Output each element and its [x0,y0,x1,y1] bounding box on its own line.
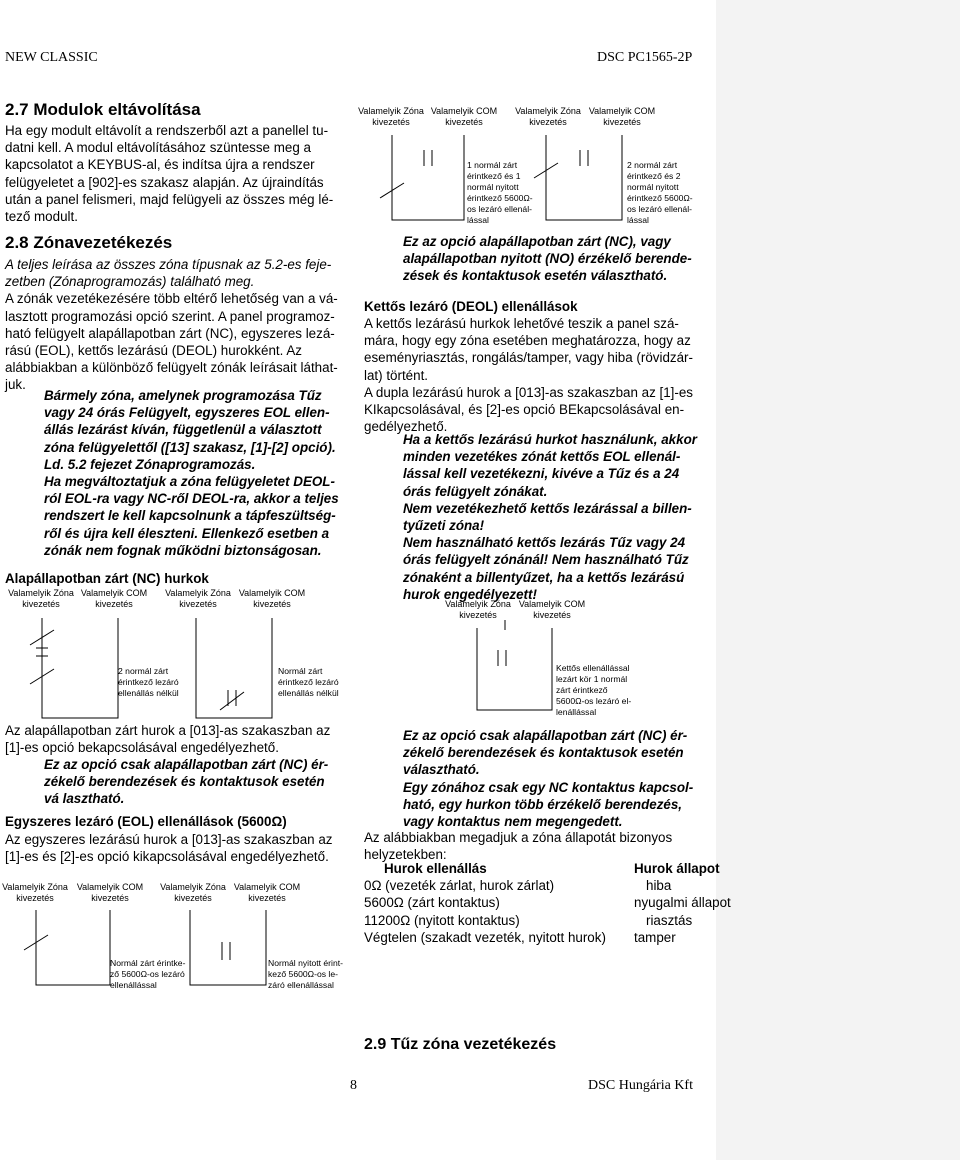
text-line: Bármely zóna, amelynek programozása Tűz [44,388,322,403]
text-line: ról EOL-ra vagy NC-ről DEOL-ra, akkor a teljes [44,491,339,507]
text-line: Nem vezetékezhető kettős lezárással a billen- [403,500,692,516]
eol-label-zone-1: Valamelyik Zóna kivezetés [2,882,68,903]
text-line: Ld. 5.2 fejezet Zónaprogramozás. [44,456,256,472]
text-line: eseményriasztás, rongálás/tamper, vagy hiba (rövidzár- [364,350,693,366]
deol-title: Kettős lezáró (DEOL) ellenállások [364,299,578,314]
deol-note: Kettős ellenállással lezárt kör 1 normál zárt érintkező 5600Ω-os lezáró el- lenállással [556,663,632,717]
sidebar-panel [716,0,960,1160]
table-cell: tamper [634,929,676,945]
text-line: kapcsolatot a KEYBUS-al, és indítsa újra a rendszer [5,157,315,173]
text-line: Az egyszeres lezárású hurok a [013]-as szakaszban az [5,832,333,847]
text-line: Ez az opció csak alapállapotban zárt (NC) ér- [44,757,329,772]
eol-title: Egyszeres lezáró (EOL) ellenállások (5600Ω) [5,814,287,829]
table-row [364,929,731,946]
table-cell: 5600Ω (zárt kontaktus) [364,895,500,911]
text-line: mára, hogy egy zóna esetében meghatározza, hogy az [364,333,691,349]
text-line: alábbiakban a különböző felügyelt zónák leírásait láthat- [5,360,338,376]
text-line: zékelő berendezések és kontaktusok esetén [44,774,325,790]
eol-label-com-2: Valamelyik COM kivezetés [233,882,301,903]
table-row [364,912,731,929]
nc-label-com-2: Valamelyik COM kivezetés [238,588,306,609]
top-note-1: 1 normál zárt érintkező és 1 normál nyitott érintkező 5600Ω- os lezáró ellenál- lással [467,160,533,225]
nc-note-2: Normál zárt érintkező lezáró ellenállás nélkül [278,666,339,698]
text-line: [1]-es és [2]-es opció kikapcsolásával engedélyezhető. [5,849,329,865]
table-header: Hurok állapot [634,861,720,876]
section-2-8-title: 2.8 Zónavezetékezés [5,233,173,252]
text-line: Ha a kettős lezárású hurkot használunk, akkor [403,432,697,447]
text-line: A kettős lezárású hurkok lehetővé teszik a panel szá- [364,316,679,331]
text-line: zónák nem fognak működni biztonságosan. [44,542,322,558]
text-line: lat) történt. [364,367,429,383]
text-line: Egy zónához csak egy NC kontaktus kapcsol- [403,779,694,795]
text-line: KIkapcsolásával, és [2]-es opció BEkapcsolásával en- [364,402,685,418]
text-line: datni kell. A modul eltávolításához szüntesse meg a [5,140,311,156]
text-line: zékelő berendezések és kontaktusok esetén [403,745,684,761]
text-line: választható. [403,762,480,778]
text-line: Az alábbiakban megadjuk a zóna állapotát bizonyos [364,830,673,845]
text-line: A teljes leírása az összes zóna típusnak az 5.2-es feje- [5,257,332,272]
text-line: helyzetekben: [364,847,447,863]
section-2-9-title: 2.9 Tűz zóna vezetékezés [364,1036,557,1053]
table-row [364,894,731,911]
top-note-2: 2 normál zárt érintkező és 2 normál nyitott érintkező 5600Ω- os lezáró ellenál- lással [627,160,693,225]
text-line: hurok engedélyezett! [403,586,537,602]
text-line: ható, egy hurkon több érzékelő berendezés, [403,796,683,812]
text-line: rendszert le kell kapcsolnunk a tápfeszültség- [44,508,336,524]
top-label-com-1: Valamelyik COM kivezetés [430,106,498,127]
section-2-7-title: 2.7 Modulok eltávolítása [5,100,201,119]
table-cell: 11200Ω (nyitott kontaktus) [364,912,520,928]
text-line: tyűzeti zóna! [403,518,485,534]
text-line: órás felügyelt zónákat. [403,483,548,499]
text-line: juk. [5,377,26,393]
table-row [364,877,731,894]
header-right: DSC PC1565-2P [597,50,693,65]
text-line: órás felügyelt zónánál! Nem használható Tűz [403,552,689,568]
text-line: Ez az opció alapállapotban zárt (NC), vagy [403,234,671,249]
text-line: állás lezárást kíván, függetlenül a választott [44,422,322,438]
text-line: zetben (Zónaprogramozás) található meg. [5,274,255,290]
table-cell: Végtelen (szakadt vezeték, nyitott hurok) [364,929,606,945]
text-line: ről és újra kell éleszteni. Ellenkező esetben a [44,525,330,541]
text-line: felügyeletet a [902]-es szakasz alapján. Az újraindítás [5,174,324,190]
text-line: zóna felügyelettől ([13] szakasz, [1]-[2] opció). [44,439,336,455]
nc-label-com-1: Valamelyik COM kivezetés [80,588,148,609]
text-line: Nem használható kettős lezárás Tűz vagy 24 [403,535,686,551]
eol-note-2: Normál nyitott érint- kező 5600Ω-os le- záró ellenállással [268,958,343,990]
text-line: vagy 24 órás Felügyelt, egyszeres EOL ellen- [44,405,330,421]
text-line: A dupla lezárású hurok a [013]-as szakaszban az [1]-es [364,384,694,400]
table-cell: riasztás [646,912,693,928]
text-line: gedélyezhető. [364,419,448,435]
table-cell: hiba [646,878,672,894]
text-line: lással kell vezetékezni, kivéve a Tűz és a 24 [403,466,680,482]
table-header-row [364,860,731,877]
deol-label-com: Valamelyik COM kivezetés [518,599,586,620]
text-line: vá lasztható. [44,791,125,807]
table-cell: nyugalmi állapot [634,895,731,911]
eol-label-com-1: Valamelyik COM kivezetés [76,882,144,903]
table-cell: 0Ω (vezeték zárlat, hurok zárlat) [364,878,555,894]
nc-label-zone-2: Valamelyik Zóna kivezetés [165,588,231,609]
text-line: után a panel felismeri, majd felügyeli az összes még lé- [5,191,334,207]
text-line: ható felügyelt alapállapotban zárt (NC), egyszeres lezá- [5,325,335,341]
text-line: zónaként a billentyűzet, ha a kettős lezárású [403,569,685,585]
text-line: [1]-es opció bekapcsolásával engedélyezhető. [5,740,279,756]
footer-company: DSC Hungária Kft [588,1078,693,1093]
text-line: Ha egy modult eltávolít a rendszerből azt a panellel tu- [5,123,329,138]
text-line: tező modult. [5,209,78,225]
eol-note-1: Normál zárt érintke- ző 5600Ω-os lezáró ellenállással [110,958,186,990]
eol-label-zone-2: Valamelyik Zóna kivezetés [160,882,226,903]
text-line: Ez az opció csak alapállapotban zárt (NC) ér- [403,728,688,743]
text-line: Az alapállapotban zárt hurok a [013]-as szakaszban az [5,723,331,738]
nc-title: Alapállapotban zárt (NC) hurkok [5,571,209,586]
top-label-com-2: Valamelyik COM kivezetés [588,106,656,127]
text-line: Ha megváltoztatjuk a zóna felügyeletet DEOL- [44,474,335,490]
top-label-zone-1: Valamelyik Zóna kivezetés [358,106,424,127]
text-line: alapállapotban nyitott (NO) érzékelő berende- [403,251,692,267]
text-line: zések és kontaktusok esetén választható. [403,268,668,284]
loop-status-table [364,860,731,946]
header-left: NEW CLASSIC [5,50,98,65]
nc-note-1: 2 normál zárt érintkező lezáró ellenállás nélkül [118,666,179,698]
table-header: Hurok ellenállás [384,861,487,876]
text-line: A zónák vezetékezésére több eltérő lehetőség van a vá- [5,291,338,307]
nc-label-zone-1: Valamelyik Zóna kivezetés [8,588,74,609]
text-line: lasztott programozási opció szerint. A panel programoz- [5,308,335,324]
top-label-zone-2: Valamelyik Zóna kivezetés [515,106,581,127]
text-line: rású (EOL), kettős lezárású (DEOL) hurokként. Az [5,343,302,359]
footer-page-number: 8 [350,1078,357,1093]
deol-label-zone: Valamelyik Zóna kivezetés [445,599,511,620]
text-line: minden vezetékes zónát kettős EOL ellenál- [403,449,681,465]
text-line: vagy kontaktus nem megengedett. [403,814,623,830]
